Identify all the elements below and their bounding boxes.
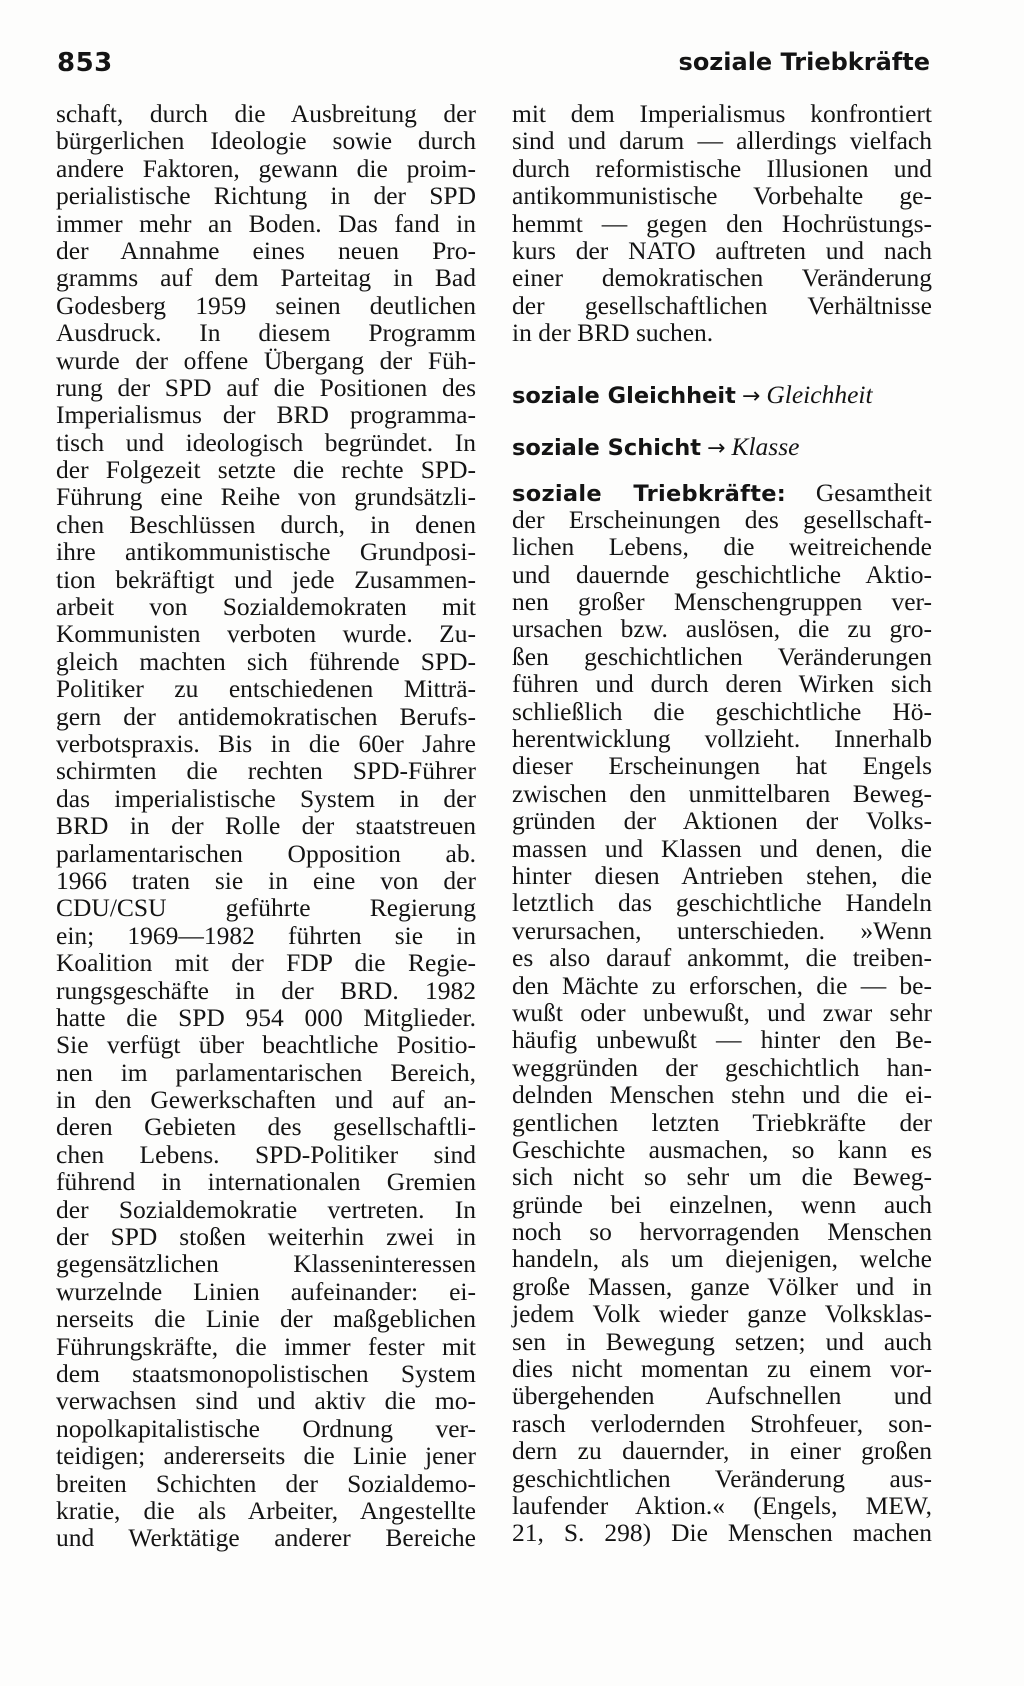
text-line: führend in internationalen Gremien [56, 1167, 476, 1197]
text-line: rasch verlodernden Strohfeuer, son- [512, 1408, 932, 1438]
text-line: große Massen, ganze Völker und in [512, 1271, 932, 1301]
entry-term: soziale Schicht [512, 434, 702, 461]
text-line: gründe bei einzelnen, wenn auch [512, 1189, 932, 1219]
entry-soziale-triebkraefte [512, 479, 932, 1547]
text-line: perialistische Richtung in der SPD [56, 181, 476, 211]
text-line: nen im parlamentarischen Bereich, [56, 1057, 476, 1087]
entry-text: Gesamtheit [815, 477, 932, 507]
text-line: teidigen; andererseits die Linie jener [56, 1441, 476, 1471]
text-line: handeln, als um diejenigen, welche [512, 1244, 932, 1274]
text-line: sind und darum — allerdings vielfach [512, 126, 932, 156]
text-line: das imperialistische System in der [56, 783, 476, 813]
cross-reference: Gleichheit [766, 379, 873, 409]
text-line: durch reformistische Illusionen und [512, 153, 932, 183]
text-line: Führung eine Reihe von grundsätzli- [56, 482, 476, 512]
text-line: Godesberg 1959 seinen deutlichen [56, 290, 476, 320]
text-line: noch so hervorragenden Menschen [512, 1217, 932, 1247]
entry-body [512, 506, 932, 1547]
text-line: geschichtlichen Veränderung aus- [512, 1463, 932, 1493]
text-line: breiten Schichten der Sozialdemo- [56, 1468, 476, 1498]
entry-term: soziale Triebkräfte: [512, 480, 787, 507]
text-line: hatte die SPD 954 000 Mitglieder. [56, 1002, 476, 1032]
text-line: und dauernde geschichtliche Aktio- [512, 559, 932, 589]
text-line: 1966 traten sie in eine von der [56, 865, 476, 895]
text-line: CDU/CSU geführte Regierung [56, 893, 476, 923]
text-line: deren Gebieten des gesellschaftli- [56, 1112, 476, 1142]
text-line: antikommunistische Vorbehalte ge- [512, 181, 932, 211]
entry-term: soziale Gleichheit [512, 382, 736, 409]
text-line: andere Faktoren, gewann die proim- [56, 153, 476, 183]
entry-first-line [512, 479, 932, 506]
text-line: in den Gewerkschaften und auf an- [56, 1085, 476, 1115]
text-line: gramms auf dem Parteitag in Bad [56, 263, 476, 293]
text-line: nen großer Menschengruppen ver- [512, 587, 932, 617]
text-line: lichen Lebens, die weitreichende [512, 532, 932, 562]
text-line: wurzelnde Linien aufeinander: ei- [56, 1276, 476, 1306]
text-line: tisch und ideologisch begründet. In [56, 427, 476, 457]
text-line: immer mehr an Boden. Das fand in [56, 208, 476, 238]
text-line: verursachen, unterschieden. »Wenn [512, 915, 932, 945]
text-line: der Annahme eines neuen Pro- [56, 235, 476, 265]
text-line: der SPD stoßen weiterhin zwei in [56, 1222, 476, 1252]
text-line: der Erscheinungen des gesellschaft- [512, 504, 932, 534]
text-line: wurde der offene Übergang der Füh- [56, 345, 476, 375]
text-line: übergehenden Aufschnellen und [512, 1381, 932, 1411]
text-line: rung der SPD auf die Positionen des [56, 372, 476, 402]
entry-soziale-schicht [512, 427, 932, 467]
text-line: Koalition mit der FDP die Regie- [56, 948, 476, 978]
text-line: schaft, durch die Ausbreitung der [56, 99, 476, 128]
text-line: Imperialismus der BRD programma- [56, 400, 476, 430]
text-line: mit dem Imperialismus konfrontiert [512, 99, 932, 128]
text-line: verwachsen sind und aktiv die mo- [56, 1386, 476, 1416]
text-line: parlamentarischen Opposition ab. [56, 838, 476, 868]
text-line: gründen der Aktionen der Volks- [512, 806, 932, 836]
text-line: häufig unbewußt — hinter den Be- [512, 1025, 932, 1055]
text-line: verbotspraxis. Bis in die 60er Jahre [56, 728, 476, 758]
text-line: delnden Menschen stehn und die ei- [512, 1080, 932, 1110]
text-line: Politiker zu entschiedenen Mitträ- [56, 674, 476, 704]
text-line: gern der antidemokratischen Berufs- [56, 701, 476, 731]
text-line: der gesellschaftlichen Verhältnisse [512, 290, 932, 320]
text-line: rungsgeschäfte in der BRD. 1982 [56, 975, 476, 1005]
text-line: führen und durch deren Wirken sich [512, 669, 932, 699]
page-number: 853 [57, 48, 113, 78]
text-line: Sie verfügt über beachtliche Positio- [56, 1030, 476, 1060]
text-line: bürgerlichen Ideologie sowie durch [56, 126, 476, 156]
text-line: BRD in der Rolle der staatstreuen [56, 811, 476, 841]
text-line: 21, S. 298) Die Menschen machen [512, 1518, 932, 1548]
text-line: Geschichte ausmachen, so kann es [512, 1134, 932, 1164]
text-line: herentwicklung vollzieht. Innerhalb [512, 724, 932, 754]
text-line: Kommunisten verboten wurde. Zu- [56, 619, 476, 649]
running-head: soziale Triebkräfte [678, 48, 930, 76]
text-line: schirmten die rechten SPD-Führer [56, 756, 476, 786]
arrow-icon: → [707, 435, 726, 461]
text-line: massen und Klassen und denen, die [512, 833, 932, 863]
text-line: Führungskräfte, die immer fester mit [56, 1331, 476, 1361]
text-line: gleich machten sich führende SPD- [56, 646, 476, 676]
text-line: in der BRD suchen. [512, 318, 714, 348]
text-line: nopolkapitalistische Ordnung ver- [56, 1413, 476, 1443]
text-line: nerseits die Linie der maßgeblichen [56, 1304, 476, 1334]
text-line: hemmt — gegen den Hochrüstungs- [512, 208, 932, 238]
text-line: der Folgezeit setzte die rechte SPD- [56, 455, 476, 485]
text-line: Ausdruck. In diesem Programm [56, 318, 476, 348]
entry-soziale-gleichheit [512, 375, 932, 415]
text-line: hinter diesen Antrieben stehen, die [512, 860, 932, 890]
text-line: weggründen der geschichtlich han- [512, 1052, 932, 1082]
text-line: der Sozialdemokratie vertreten. In [56, 1194, 476, 1224]
text-line: chen Beschlüssen durch, in denen [56, 509, 476, 539]
text-line: den Mächte zu erforschen, die — be- [512, 970, 932, 1000]
text-line: letztlich das geschichtliche Handeln [512, 888, 932, 918]
text-line: einer demokratischen Veränderung [512, 263, 932, 293]
right-column [512, 100, 932, 1547]
text-line: tion bekräftigt und jede Zusammen- [56, 564, 476, 594]
text-line: arbeit von Sozialdemokraten mit [56, 592, 476, 622]
text-line: dem staatsmonopolistischen System [56, 1358, 476, 1388]
left-column [56, 100, 476, 1552]
text-line: es also darauf ankommt, die treiben- [512, 943, 932, 973]
text-line: dieser Erscheinungen hat Engels [512, 751, 932, 781]
text-line: sen in Bewegung setzen; und auch [512, 1326, 932, 1356]
text-line: jedem Volk wieder ganze Volksklas- [512, 1299, 932, 1329]
text-line: ursachen bzw. auslösen, die zu gro- [512, 614, 932, 644]
text-line: laufender Aktion.« (Engels, MEW, [512, 1490, 932, 1520]
text-line: und Werktätige anderer Bereiche [56, 1523, 476, 1553]
text-line: dies nicht momentan zu einem vor- [512, 1354, 932, 1384]
text-line: ßen geschichtlichen Veränderungen [512, 641, 932, 671]
text-line: wußt oder unbewußt, und zwar sehr [512, 997, 932, 1027]
cross-reference: Klasse [731, 431, 800, 461]
text-line: ein; 1969—1982 führten sie in [56, 920, 476, 950]
text-line: zwischen den unmittelbaren Beweg- [512, 778, 932, 808]
text-line: schließlich die geschichtliche Hö- [512, 696, 932, 726]
text-line: chen Lebens. SPD-Politiker sind [56, 1139, 476, 1169]
text-line: ihre antikommunistische Grundposi- [56, 537, 476, 567]
arrow-icon: → [741, 383, 761, 409]
previous-entry-continuation [512, 100, 932, 347]
text-line: kratie, die als Arbeiter, Angestellte [56, 1495, 476, 1525]
text-line: sich nicht so sehr um die Beweg- [512, 1162, 932, 1192]
text-line: gentlichen letzten Triebkräfte der [512, 1107, 932, 1137]
text-line: dern zu dauernder, in einer großen [512, 1436, 932, 1466]
text-line: kurs der NATO auftreten und nach [512, 235, 932, 265]
text-line: gegensätzlichen Klasseninteressen [56, 1249, 476, 1279]
